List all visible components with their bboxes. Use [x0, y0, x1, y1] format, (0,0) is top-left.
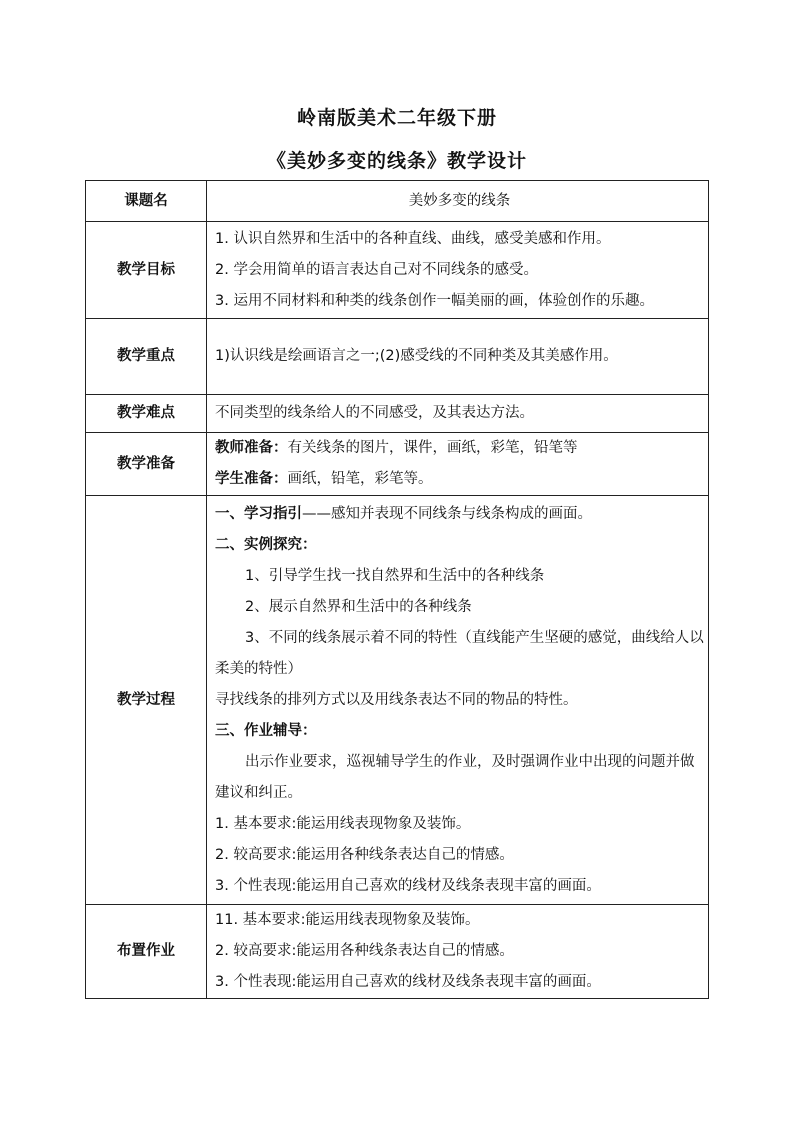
row-key-points: [86, 319, 709, 395]
preparation-content: [207, 433, 709, 496]
difficulties-label: 教学难点: [86, 395, 207, 433]
topic-value: 美妙多变的线条: [207, 181, 709, 222]
row-preparation: [86, 433, 709, 496]
document-subtitle: 《美妙多变的线条》教学设计: [266, 150, 527, 172]
section-2-item: 3、不同的线条展示着不同的特性（直线能产生坚硬的感觉，曲线给人以柔美的特性）: [215, 629, 704, 677]
section-3-item: 3. 个性表现:能运用自己喜欢的线材及线条表现丰富的画面。: [215, 877, 601, 894]
section-2-heading: 二、实例探究：: [215, 536, 317, 553]
teacher-preparation-label: 教师准备：: [215, 440, 288, 456]
teacher-preparation-value: 有关线条的图片，课件，画纸，彩笔，铅笔等: [287, 440, 578, 456]
section-1-heading: 一、学习指引: [215, 505, 302, 522]
objective-item: 2. 学会用简单的语言表达自己对不同线条的感受。: [215, 261, 538, 278]
topic-label: 课题名: [86, 181, 207, 222]
key-points-value: 1)认识线是绘画语言之一;(2)感受线的不同种类及其美感作用。: [207, 319, 709, 395]
objectives-content: [207, 222, 709, 319]
student-preparation: [215, 464, 704, 495]
section-2-item: 2、展示自然界和生活中的各种线条: [245, 598, 472, 615]
teacher-preparation: [215, 433, 704, 464]
document-title: 岭南版美术二年级下册: [296, 107, 497, 129]
row-objectives: [86, 222, 709, 319]
difficulties-value: 不同类型的线条给人的不同感受，及其表达方法。: [207, 395, 709, 433]
homework-content: [207, 905, 709, 999]
student-preparation-value: 画纸，铅笔，彩笔等。: [287, 471, 433, 487]
objective-item: 1. 认识自然界和生活中的各种直线、曲线，感受美感和作用。: [215, 230, 611, 247]
section-3-item: 1. 基本要求:能运用线表现物象及装饰。: [215, 815, 471, 832]
student-preparation-label: 学生准备：: [215, 471, 288, 487]
objectives-label: 教学目标: [86, 222, 207, 319]
row-process: [86, 496, 709, 905]
section-1-text: ——感知并表现不同线条与线条构成的画面。: [302, 505, 592, 522]
process-content: [207, 496, 709, 905]
key-points-label: 教学重点: [86, 319, 207, 395]
homework-item: 3. 个性表现:能运用自己喜欢的线材及线条表现丰富的画面。: [215, 974, 601, 990]
section-3-item: 2. 较高要求:能运用各种线条表达自己的情感。: [215, 846, 514, 863]
row-difficulties: [86, 395, 709, 433]
row-homework: [86, 905, 709, 999]
objective-item: 3. 运用不同材料和种类的线条创作一幅美丽的画，体验创作的乐趣。: [215, 292, 654, 309]
section-2-extra: 寻找线条的排列方式以及用线条表达不同的物品的特性。: [215, 691, 578, 708]
homework-item: 11. 基本要求:能运用线表现物象及装饰。: [215, 912, 480, 928]
process-section-1: [215, 499, 704, 530]
process-label: 教学过程: [86, 496, 207, 905]
section-2-item: 1、引导学生找一找自然界和生活中的各种线条: [245, 567, 545, 584]
lesson-plan-table: [85, 180, 709, 999]
homework-label: 布置作业: [86, 905, 207, 999]
section-3-heading: 三、作业辅导：: [215, 722, 317, 739]
row-topic: [86, 181, 709, 222]
preparation-label: 教学准备: [86, 433, 207, 496]
section-3-paragraph: 出示作业要求，巡视辅导学生的作业，及时强调作业中出现的问题并做建议和纠正。: [215, 753, 695, 801]
homework-item: 2. 较高要求:能运用各种线条表达自己的情感。: [215, 943, 514, 959]
